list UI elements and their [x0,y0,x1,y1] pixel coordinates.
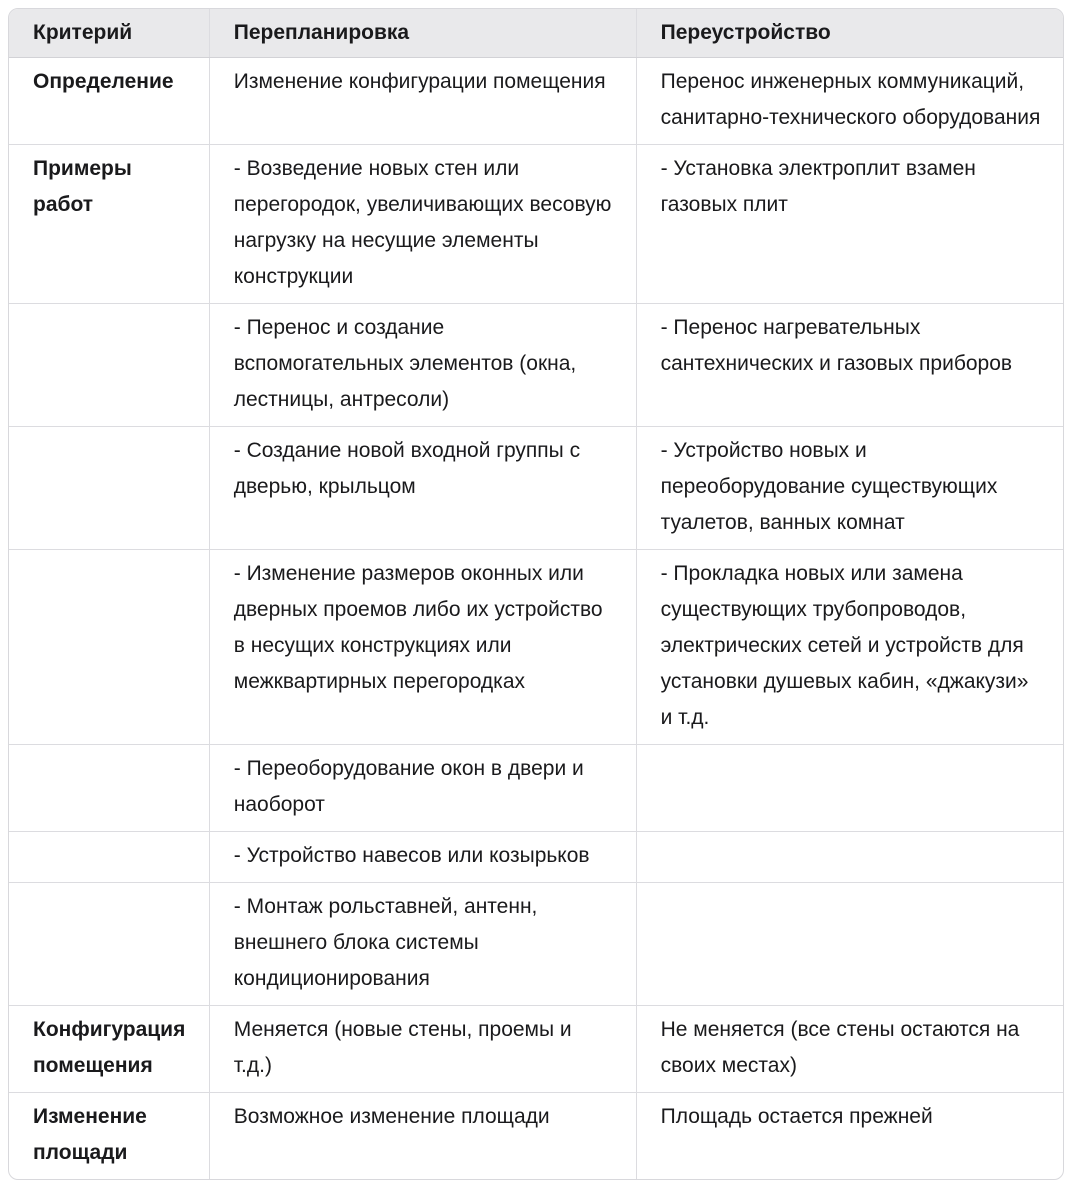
table-row [9,427,1063,550]
comparison-table [9,9,1063,1179]
criterion-cell: Примеры работ [9,145,209,304]
reequipment-cell: - Прокладка новых или замена существующих трубопроводов, электрических сетей и устройств для установки душевых кабин, «джакузи» и т.д. [636,550,1063,745]
comparison-table-container [8,8,1064,1180]
table-row [9,58,1063,145]
criterion-cell: Определение [9,58,209,145]
table-row [9,745,1063,832]
replanning-cell: - Создание новой входной группы с дверью, крыльцом [209,427,636,550]
reequipment-cell: - Установка электроплит взамен газовых плит [636,145,1063,304]
replanning-cell: Меняется (новые стены, проемы и т.д.) [209,1006,636,1093]
criterion-cell: Изменение площади [33,1105,147,1164]
criterion-cell: Конфигурация помещения [9,1006,209,1093]
reequipment-cell [636,832,1063,883]
table-row [9,304,1063,427]
header-reequipment: Переустройство [636,9,1063,58]
table-row [9,145,1063,304]
reequipment-cell: - Устройство новых и переоборудование существующих туалетов, ванных комнат [636,427,1063,550]
table-row [9,883,1063,1006]
table-row [9,832,1063,883]
reequipment-cell: Не меняется (все стены остаются на своих местах) [636,1006,1063,1093]
reequipment-cell: Площадь остается прежней [636,1093,1063,1180]
replanning-cell: - Устройство навесов или козырьков [209,832,636,883]
replanning-cell: - Переоборудование окон в двери и наоборот [209,745,636,832]
header-replanning: Перепланировка [209,9,636,58]
replanning-cell: Изменение конфигурации помещения [209,58,636,145]
replanning-cell: - Изменение размеров оконных или дверных проемов либо их устройство в несущих конструкциях или межквартирных перегородках [209,550,636,745]
criterion-cell [9,883,209,1006]
header-row [9,9,1063,58]
reequipment-cell [636,745,1063,832]
criterion-cell [9,427,209,550]
replanning-cell: - Перенос и создание вспомогательных элементов (окна, лестницы, антресоли) [209,304,636,427]
header-criterion: Критерий [9,9,209,58]
criterion-cell [9,832,209,883]
replanning-cell: - Монтаж рольставней, антенн, внешнего блока системы кондиционирования [209,883,636,1006]
reequipment-cell: - Перенос нагревательных сантехнических и газовых приборов [636,304,1063,427]
replanning-cell: - Возведение новых стен или перегородок, увеличивающих весовую нагрузку на несущие элементы конструкции [209,145,636,304]
table-row [9,1006,1063,1093]
criterion-cell [9,304,209,427]
replanning-cell: Возможное изменение площади [209,1093,636,1180]
criterion-cell [9,550,209,745]
table-row [9,550,1063,745]
reequipment-cell [636,883,1063,1006]
criterion-cell [9,745,209,832]
reequipment-cell: Перенос инженерных коммуникаций, санитарно-технического оборудования [636,58,1063,145]
table-row [9,1093,1063,1180]
